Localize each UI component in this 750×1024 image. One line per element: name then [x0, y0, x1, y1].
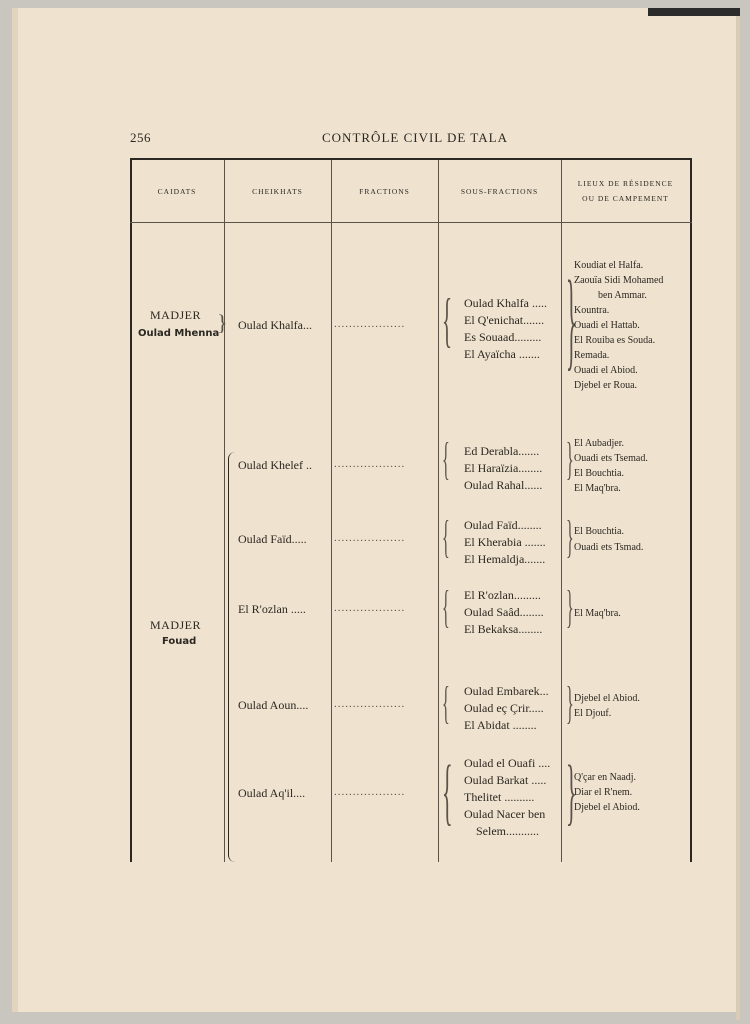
sous-fraction: Oulad Faïd........	[464, 518, 542, 532]
col-header-lieux-line2: OU DE CAMPEMENT	[582, 194, 669, 203]
brace: {	[442, 287, 453, 353]
place-name: El Bouchtia.	[574, 526, 624, 537]
caidat-name: MADJER	[150, 618, 202, 632]
large-brace	[228, 452, 235, 862]
brace: }	[566, 677, 574, 728]
administrative-table	[130, 158, 692, 862]
place-name: El Bouchtia.	[574, 468, 624, 479]
place-name: Ouadi el Abiod.	[574, 365, 638, 376]
sous-fraction: El Kherabia .......	[464, 535, 546, 549]
place-name: Q'çar en Naadj.	[574, 772, 637, 783]
place-name: Diar el R'nem.	[574, 787, 633, 798]
brace: }	[566, 433, 574, 484]
brace: }	[566, 751, 577, 833]
leader-dots: ...................	[334, 786, 406, 798]
cheikhat: Oulad Aoun....	[238, 698, 309, 712]
leader-dots: ...................	[334, 458, 406, 470]
place-name: El Aubadjer.	[574, 438, 624, 449]
place-name: Ouadi ets Tsemad.	[574, 453, 648, 464]
table-left-border	[130, 160, 132, 862]
leader-dots: ...................	[334, 698, 406, 710]
brace: }	[566, 258, 577, 380]
sous-fraction: El Bekaksa........	[464, 622, 543, 636]
brace: {	[442, 581, 450, 632]
place-name: Ouadi ets Tsmad.	[574, 542, 644, 553]
sous-fraction: Ed Derabla.......	[464, 444, 540, 458]
sous-fraction: Oulad Embarek...	[464, 684, 549, 698]
sous-fraction: Thelitet ..........	[464, 790, 535, 804]
place-name: El Rouiba es Souda.	[574, 335, 656, 346]
place-name: El Maq'bra.	[574, 483, 621, 494]
sous-fraction: Oulad Saâd........	[464, 605, 544, 619]
brace: {	[442, 433, 450, 484]
leader-dots: ...................	[334, 602, 406, 614]
leader-dots: ...................	[334, 532, 406, 544]
sous-fraction: El R'ozlan.........	[464, 588, 541, 602]
place-name: Ouadi el Hattab.	[574, 320, 640, 331]
column-divider	[224, 160, 225, 862]
brace: }	[566, 511, 574, 562]
sous-fraction: Oulad Nacer ben	[464, 807, 546, 821]
scan-corner-mark	[648, 8, 740, 16]
cheikhat: Oulad Khelef ..	[238, 458, 312, 472]
col-header-sous-fractions: SOUS-FRACTIONS	[460, 186, 539, 196]
cheikhat: Oulad Khalfa...	[238, 318, 312, 332]
book-page	[12, 8, 740, 1012]
column-divider	[561, 160, 562, 862]
sous-fraction: Oulad Barkat .....	[464, 773, 547, 787]
sous-fraction: Selem...........	[476, 824, 539, 838]
cheikhat: Oulad Aq'il....	[238, 786, 306, 800]
caidat-name: MADJER	[150, 308, 202, 322]
place-name: El Djouf.	[574, 708, 612, 719]
column-divider	[438, 160, 439, 862]
sous-fraction: Oulad Rahal......	[464, 478, 543, 492]
place-name: Zaouïa Sidi Mohamed	[574, 275, 664, 286]
place-name: Djebel el Abiod.	[574, 693, 640, 704]
leader-dots: ...................	[334, 318, 406, 330]
sous-fraction: El Abidat ........	[464, 718, 537, 732]
place-name: Djebel el Abiod.	[574, 802, 640, 813]
column-divider	[331, 160, 332, 862]
brace: {	[442, 677, 450, 728]
page-number: 256	[130, 130, 151, 145]
table-right-border	[690, 160, 692, 862]
place-name: Remada.	[574, 350, 610, 361]
header-rule	[130, 222, 692, 223]
col-header-lieux	[561, 160, 690, 222]
brace: }	[217, 310, 228, 335]
caidat-tribe: Fouad	[162, 636, 197, 647]
place-name: Kountra.	[574, 305, 610, 316]
brace: }	[566, 581, 574, 632]
sous-fraction: Oulad Khalfa .....	[464, 296, 547, 310]
brace: {	[442, 511, 450, 562]
place-name: El Maq'bra.	[574, 608, 621, 619]
col-header-cheikhats: CHEIKHATS	[252, 186, 303, 196]
caidat-tribe: Oulad Mhenna	[138, 328, 220, 339]
sous-fraction: Oulad el Ouafi ....	[464, 756, 551, 770]
sous-fraction: Es Souaad.........	[464, 330, 542, 344]
sous-fraction: El Q'enichat.......	[464, 313, 545, 327]
place-name: ben Ammar.	[598, 290, 647, 301]
sous-fraction: El Haraïzia........	[464, 461, 543, 475]
col-header-fractions: FRACTIONS	[359, 186, 410, 196]
scan-edge-shadow	[736, 16, 740, 1020]
place-name: Koudiat el Halfa.	[574, 260, 644, 271]
sous-fraction: Oulad eç Çrir.....	[464, 701, 544, 715]
brace: {	[442, 751, 453, 833]
col-header-lieux-line1: LIEUX DE RÉSIDENCE	[577, 179, 674, 188]
place-name: Djebel er Roua.	[574, 380, 638, 391]
sous-fraction: El Ayaïcha .......	[464, 347, 540, 361]
cheikhat: Oulad Faïd.....	[238, 532, 307, 546]
sous-fraction: El Hemaldja.......	[464, 552, 546, 566]
page-edge	[12, 8, 18, 1012]
col-header-caidats: CAIDATS	[157, 186, 197, 196]
running-title: CONTRÔLE CIVIL DE TALA	[322, 130, 508, 145]
cheikhat: El R'ozlan .....	[238, 602, 306, 616]
